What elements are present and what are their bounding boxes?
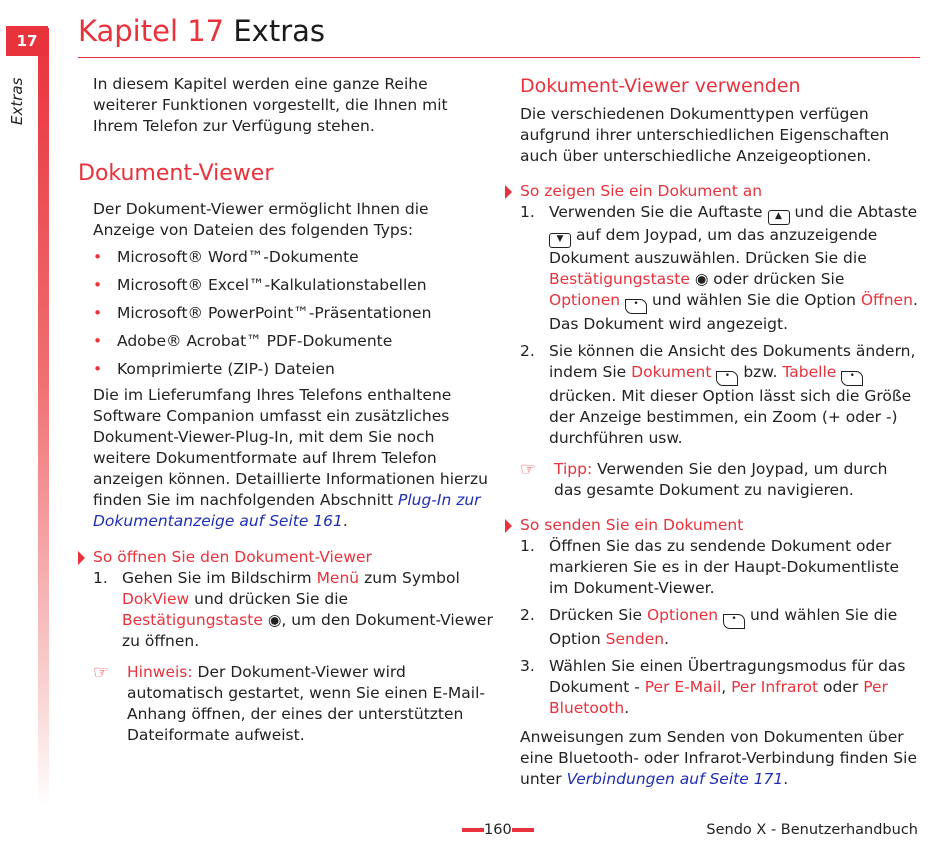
up-key-icon: ▲ [768,210,790,225]
open-viewer-heading: So öffnen Sie den Dokument-Viewer [93,547,493,568]
book-title: Sendo X - Benutzerhandbuch [706,822,918,838]
title-rule [78,57,920,58]
title-rest: Extras [233,14,326,48]
list-item: • Microsoft® PowerPoint™-Präsentationen [93,304,432,322]
step-item: 1. Verwenden Sie die Auftaste ▲ und die Abtaste ▼ auf dem Joypad, um das anzuzeigende Dokument auszuwählen. Drücken Sie die Bestätigungstaste ◉ oder drücken Sie Optionen • und wählen Sie die Option Öffnen. Das Dokument wird angezeigt. [520,203,918,333]
pointing-hand-icon: ☞ [93,662,110,683]
right-intro: Die verschiedenen Dokumenttypen verfügen aufgrund ihrer unterschiedlichen Eigenschaften auch über unterschiedliche Anzeigeoptionen. [520,105,890,165]
arrow-right-icon [78,551,85,565]
plugin-paragraph: Die im Lieferumfang Ihres Telefons enthaltene Software Companion umfasst ein zusätzliches Dokument-Viewer-Plug-In, mit dem Sie noch weitere Dokumentformate auf Ihrem Telefon anzeigen können. Detaillierte Informationen hierzu finden Sie im nachfolgenden Abschnitt Plug-In zur Dokumentanzeige auf Seite 161. [93,386,488,530]
chapter-side-label: Extras [8,77,26,125]
tip-note: ☞ Tipp: Verwenden Sie den Joypad, um durch das gesamte Dokument zu navigieren. [520,459,888,499]
arrow-right-icon [505,519,512,533]
confirm-key-icon: ◉ [694,270,709,288]
connections-link[interactable]: Verbindungen auf Seite 171 [566,770,784,788]
down-key-icon: ▼ [549,233,571,248]
step-item: 3. Wählen Sie einen Übertragungsmodus für das Dokument - Per E-Mail, Per Infrarot oder Per Bluetooth. [520,657,906,717]
list-item: • Komprimierte (ZIP-) Dateien [93,360,335,378]
page-bar-right [512,828,534,832]
list-item: • Microsoft® Word™-Dokumente [93,248,359,266]
section-heading-right: Dokument-Viewer verwenden [520,75,801,97]
viewer-description: Der Dokument-Viewer ermöglicht Ihnen die Anzeige von Dateien des folgenden Typs: [93,200,429,239]
bullet-icon: • [93,304,103,322]
file-type-list [93,247,493,380]
section-heading: Dokument-Viewer [78,161,274,186]
softkey-icon: • [841,371,863,386]
open-viewer-steps [93,568,493,652]
step-item: 1. Öffnen Sie das zu sendende Dokument oder markieren Sie es in der Haupt-Dokumentliste im Dokument-Viewer. [520,537,900,597]
send-outro: Anweisungen zum Senden von Dokumenten über eine Bluetooth- oder Infrarot-Verbindung finden Sie unter Verbindungen auf Seite 171. [520,728,917,788]
pointing-hand-icon: ☞ [520,459,537,480]
plugin-link[interactable]: Plug-In zur Dokumentanzeige auf Seite 161 [93,491,481,530]
hint-note: ☞ Hinweis: Der Dokument-Viewer wird automatisch gestartet, wenn Sie einen E-Mail-Anhang öffnen, der eines der unterstützten Dateiformate aufweist. [93,662,485,744]
bullet-icon: • [93,276,103,294]
send-document-steps [520,536,918,719]
softkey-icon: • [716,371,738,386]
step-item: 1. Gehen Sie im Bildschirm Menü zum Symbol DokView und drücken Sie die Bestätigungstaste ◉, um den Dokument-Viewer zu öffnen. [93,569,493,650]
left-intro-block [93,74,493,137]
send-document-heading: So senden Sie ein Dokument [520,515,918,536]
hint-label: Hinweis: [127,663,193,681]
softkey-icon: • [723,614,745,629]
bullet-icon: • [93,248,103,266]
bullet-icon: • [93,360,103,378]
chapter-side-bar [38,28,49,808]
step-item: 2. Drücken Sie Optionen • und wählen Sie die Option Senden. [520,606,898,648]
page-bar-left [462,828,484,832]
list-item: • Adobe® Acrobat™ PDF-Dokumente [93,332,393,350]
chapter-number-badge: 17 [6,26,48,56]
bullet-icon: • [93,332,103,350]
confirm-key-icon: ◉ [267,611,282,629]
right-column [520,74,918,790]
list-item: • Microsoft® Excel™-Kalkulationstabellen [93,276,427,294]
step-item: 2. Sie können die Ansicht des Dokuments ändern, indem Sie Dokument • bzw. Tabelle • drücken. Mit dieser Option lässt sich die Größe der Anzeige bestimmen, ein Zoom (+ oder -) durchführen usw. [520,342,916,447]
page-number: 160 [462,822,534,838]
tip-label: Tipp: [554,460,593,478]
page-title [78,14,325,48]
chapter-intro: In diesem Kapitel werden eine ganze Reihe weiterer Funktionen vorgestellt, die Ihnen mit Ihrem Telefon zur Verfügung stehen. [93,75,448,135]
arrow-right-icon [505,185,512,199]
show-document-steps [520,202,918,449]
title-prefix: Kapitel 17 [78,14,225,48]
softkey-icon: • [625,299,647,314]
left-body [93,199,493,746]
show-document-heading: So zeigen Sie ein Dokument an [520,181,918,202]
dokument-viewer-section [78,160,498,188]
